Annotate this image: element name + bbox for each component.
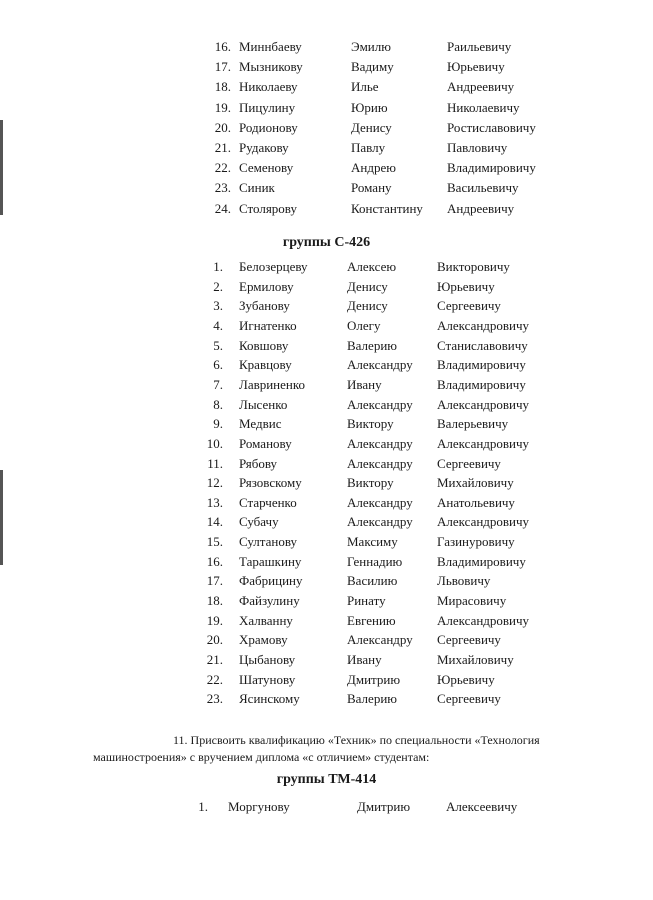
- list-item-surname: Ковшову: [239, 337, 289, 353]
- list-item-surname: Мызникову: [239, 59, 303, 75]
- list-item: [0, 434, 653, 454]
- list-item-surname: Рязовскому: [239, 475, 302, 491]
- list-item-number: 24.: [214, 200, 231, 216]
- list-item-patronymic: Николаевичу: [447, 99, 520, 115]
- list-item-surname: Лысенко: [239, 396, 288, 412]
- list-item-first-name: Илье: [351, 79, 379, 95]
- list-item: [0, 630, 653, 650]
- list-item-patronymic: Газинуровичу: [437, 534, 515, 550]
- list-item-number: 21.: [206, 652, 223, 667]
- list-item-patronymic: Юрьевичу: [447, 59, 505, 75]
- list-item-number: 14.: [206, 514, 223, 530]
- list-item-patronymic: Сергеевичу: [437, 298, 501, 314]
- list-item-patronymic: Сергеевичу: [437, 691, 501, 707]
- list-item-patronymic: Валерьевичу: [437, 416, 509, 432]
- list-item-first-name: Виктору: [347, 416, 394, 432]
- list-item-number: 18.: [206, 593, 223, 609]
- list-item-patronymic: Сергеевичу: [437, 455, 501, 471]
- list-item-number: 3.: [213, 298, 223, 314]
- list-item: [0, 98, 653, 118]
- list-item-first-name: Александру: [347, 632, 413, 648]
- qualification-paragraph: [93, 732, 623, 766]
- list-item: [0, 797, 653, 817]
- list-item-patronymic: Александровичу: [437, 396, 530, 412]
- list-item-first-name: Павлу: [351, 140, 386, 155]
- list-item-surname: Кравцову: [239, 357, 292, 373]
- list-item-surname: Рябову: [239, 455, 278, 471]
- list-item-number: 1.: [198, 799, 208, 814]
- list-item-patronymic: Павловичу: [447, 140, 508, 155]
- group-heading-c426: группы С-426: [282, 235, 371, 250]
- list-item: [0, 138, 653, 158]
- list-item-number: 10.: [206, 435, 223, 451]
- list-item-patronymic: Ростиславовичу: [447, 119, 536, 135]
- list-item-surname: Султанову: [239, 534, 298, 550]
- list-item: [0, 336, 653, 356]
- list-item-surname: Файзулину: [239, 593, 300, 609]
- list-item-number: 18.: [214, 79, 231, 95]
- list-item-patronymic: Станиславовичу: [437, 337, 528, 353]
- list-item-number: 22.: [214, 160, 231, 176]
- list-item: [0, 296, 653, 316]
- list-item-patronymic: Юрьевичу: [437, 278, 495, 294]
- list-item-first-name: Денису: [347, 278, 388, 294]
- list-item-number: 22.: [206, 671, 223, 687]
- list-item-patronymic: Васильевичу: [447, 180, 519, 196]
- list-item-first-name: Валерию: [347, 691, 397, 707]
- list-item-number: 23.: [214, 180, 231, 196]
- list-item-number: 23.: [206, 691, 223, 707]
- list-item-first-name: Александру: [347, 494, 413, 510]
- list-item-first-name: Александру: [347, 435, 413, 451]
- paragraph-line-1: 11. Присвоить квалификацию «Техник» по специальности «Технология: [173, 733, 540, 747]
- list-item: [0, 591, 653, 611]
- list-item: [0, 689, 653, 709]
- list-item-surname: Синик: [239, 180, 275, 196]
- list-item-first-name: Геннадию: [347, 553, 403, 569]
- list-item: [0, 650, 653, 670]
- list-item-surname: Романову: [239, 435, 292, 451]
- list-item-number: 2.: [213, 278, 223, 294]
- list-item-number: 20.: [214, 119, 231, 135]
- list-item-patronymic: Михайловичу: [437, 475, 514, 491]
- list-item-number: 9.: [213, 416, 223, 432]
- list-item-number: 17.: [214, 59, 231, 75]
- list-item-number: 4.: [213, 317, 223, 333]
- list-item-surname: Цыбанову: [239, 652, 296, 667]
- list-item-first-name: Александру: [347, 455, 413, 471]
- list-item-first-name: Алексею: [347, 259, 397, 274]
- list-item-surname: Семенову: [239, 160, 294, 176]
- list-item-number: 19.: [214, 99, 231, 115]
- list-item-number: 19.: [206, 612, 223, 628]
- list-item-first-name: Ринату: [347, 593, 386, 609]
- list-item: [0, 158, 653, 178]
- list-item-number: 16.: [214, 39, 231, 54]
- list-item: [0, 512, 653, 532]
- list-item-surname: Медвис: [239, 416, 282, 432]
- list-item-surname: Родионову: [239, 119, 298, 135]
- list-item-number: 11.: [207, 455, 223, 471]
- list-item: [0, 493, 653, 513]
- list-item: [0, 257, 653, 277]
- list-item: [0, 552, 653, 572]
- list-item: [0, 670, 653, 690]
- list-item-number: 13.: [206, 494, 223, 510]
- list-item: [0, 532, 653, 552]
- list-item-surname: Храмову: [239, 632, 288, 648]
- list-item-first-name: Александру: [347, 396, 413, 412]
- list-item-first-name: Дмитрию: [347, 671, 401, 687]
- list-item: [0, 57, 653, 77]
- list-item: [0, 375, 653, 395]
- list-item-first-name: Юрию: [351, 99, 388, 115]
- list-item-first-name: Андрею: [351, 160, 396, 176]
- list-item-first-name: Эмилю: [351, 39, 391, 54]
- list-item-surname: Ясинскому: [239, 691, 300, 707]
- list-item-number: 15.: [206, 534, 223, 550]
- list-item-first-name: Дмитрию: [357, 799, 411, 814]
- list-item: [0, 77, 653, 97]
- list-item-patronymic: Мирасовичу: [437, 593, 507, 609]
- group-heading-tm414: группы ТМ-414: [276, 772, 377, 787]
- list-item-patronymic: Владимировичу: [437, 376, 526, 392]
- list-item-patronymic: Александровичу: [437, 435, 530, 451]
- list-item-surname: Халванну: [239, 612, 293, 628]
- list-item-patronymic: Львовичу: [437, 573, 491, 589]
- list-item-first-name: Максиму: [347, 534, 398, 550]
- list-item: [0, 277, 653, 297]
- list-item-surname: Старченко: [239, 494, 297, 510]
- list-item-patronymic: Юрьевичу: [437, 671, 495, 687]
- list-item: [0, 316, 653, 336]
- list-item-surname: Тарашкину: [239, 553, 302, 569]
- list-item-first-name: Александру: [347, 357, 413, 373]
- list-item: [0, 414, 653, 434]
- list-item-first-name: Ивану: [347, 376, 382, 392]
- list-item-number: 20.: [206, 632, 223, 648]
- list-item-number: 21.: [214, 140, 231, 155]
- paragraph-line-2: машиностроения» с вручением диплома «с отличием» студентам:: [93, 750, 430, 764]
- list-item-surname: Ермилову: [239, 278, 294, 294]
- list-item-surname: Моргунову: [228, 799, 290, 814]
- list-item-surname: Рудакову: [239, 140, 289, 155]
- list-item: [0, 355, 653, 375]
- list-item-surname: Столярову: [239, 200, 297, 216]
- list-item-patronymic: Андреевичу: [447, 200, 515, 216]
- list-item-patronymic: Александровичу: [437, 317, 530, 333]
- list-item-first-name: Денису: [347, 298, 388, 314]
- list-item-number: 1.: [213, 259, 223, 274]
- list-item: [0, 473, 653, 493]
- list-item-first-name: Александру: [347, 514, 413, 530]
- list-item-first-name: Валерию: [347, 337, 397, 353]
- list-item-number: 8.: [213, 396, 223, 412]
- list-item-surname: Пицулину: [239, 99, 296, 115]
- list-item: [0, 118, 653, 138]
- list-item-patronymic: Михайловичу: [437, 652, 514, 667]
- list-item-number: 12.: [206, 475, 223, 491]
- list-item-surname: Николаеву: [239, 79, 298, 95]
- list-item-patronymic: Александровичу: [437, 514, 530, 530]
- list-item-patronymic: Раильевичу: [447, 39, 512, 54]
- list-item-patronymic: Владимировичу: [437, 553, 526, 569]
- list-item-number: 17.: [206, 573, 223, 589]
- list-item-patronymic: Андреевичу: [447, 79, 515, 95]
- list-item-surname: Игнатенко: [239, 317, 297, 333]
- list-item: [0, 178, 653, 198]
- list-item-first-name: Олегу: [347, 317, 381, 333]
- list-item-number: 7.: [213, 376, 223, 392]
- list-item-first-name: Ивану: [347, 652, 382, 667]
- list-item-patronymic: Владимировичу: [437, 357, 526, 373]
- list-item-patronymic: Алексеевичу: [446, 799, 518, 814]
- list-item-surname: Субачу: [239, 514, 279, 530]
- list-item-first-name: Виктору: [347, 475, 394, 491]
- list-item: [0, 454, 653, 474]
- list-item: [0, 37, 653, 57]
- list-item-patronymic: Викторовичу: [437, 259, 510, 274]
- list-item-surname: Фабрицину: [239, 573, 303, 589]
- list-item-number: 5.: [213, 337, 223, 353]
- list-item: [0, 395, 653, 415]
- list-item-surname: Зубанову: [239, 298, 290, 314]
- list-item-first-name: Денису: [351, 119, 392, 135]
- list-item-patronymic: Сергеевичу: [437, 632, 501, 648]
- list-item-patronymic: Анатольевичу: [437, 494, 515, 510]
- list-item-surname: Шатунову: [239, 671, 296, 687]
- list-item: [0, 571, 653, 591]
- list-item-surname: Белозерцеву: [239, 259, 308, 274]
- list-item-surname: Миннбаеву: [239, 39, 302, 54]
- list-item-patronymic: Владимировичу: [447, 160, 536, 176]
- list-item-first-name: Константину: [351, 200, 423, 216]
- list-item-patronymic: Александровичу: [437, 612, 530, 628]
- list-item-first-name: Роману: [351, 180, 392, 196]
- list-item-surname: Лавриненко: [239, 376, 306, 392]
- list-item-first-name: Евгению: [347, 612, 396, 628]
- list-item: [0, 199, 653, 219]
- list-item-number: 16.: [206, 553, 223, 569]
- list-item-first-name: Василию: [347, 573, 398, 589]
- list-item-first-name: Вадиму: [351, 59, 394, 75]
- list-item: [0, 611, 653, 631]
- list-item-number: 6.: [213, 357, 223, 373]
